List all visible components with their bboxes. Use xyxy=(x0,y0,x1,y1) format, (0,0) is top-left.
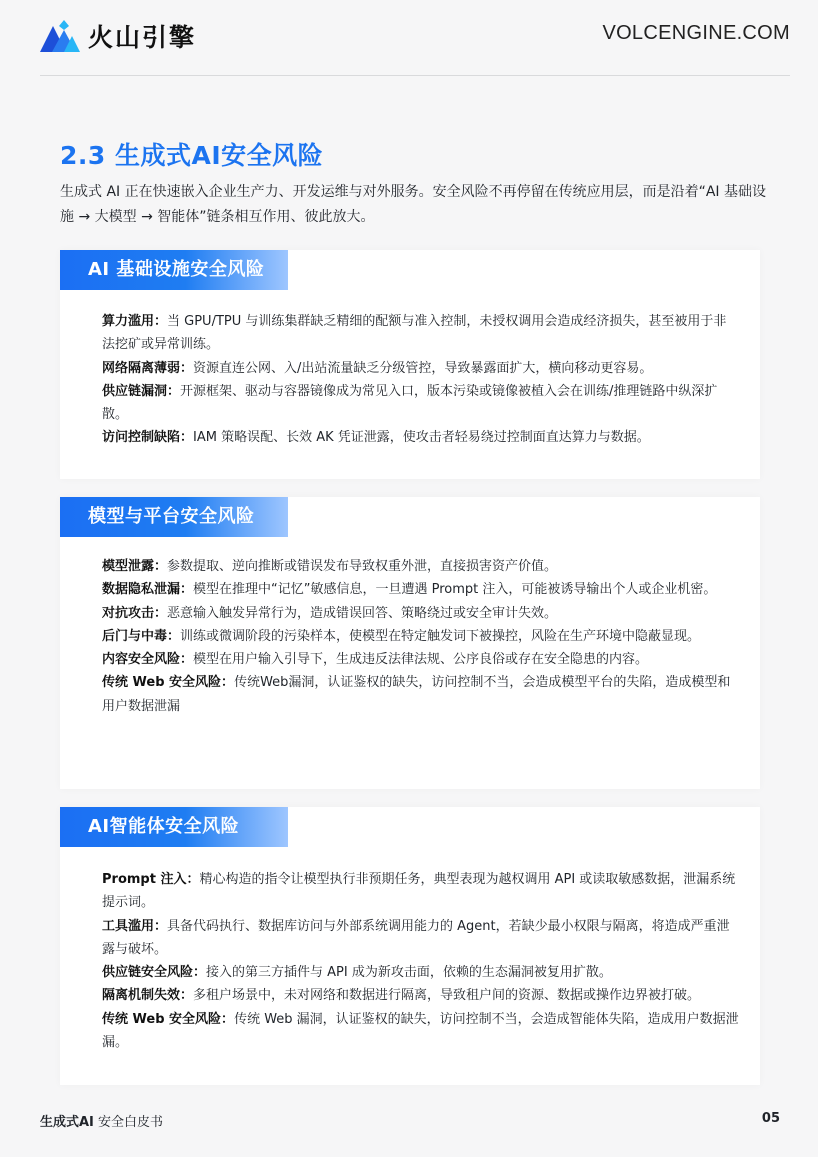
risk-item xyxy=(102,915,742,962)
risk-text: 当 GPU/TPU 与训练集群缺乏精细的配额与准入控制，未授权调用会造成经济损失，甚至被用于非法挖矿或异常训练。 xyxy=(102,314,727,353)
risk-text: 精心构造的指令让模型执行非预期任务，典型表现为越权调用 API 或读取敏感数据，泄漏系统提示词。 xyxy=(102,872,736,911)
risk-term: 传统 Web 安全风险： xyxy=(102,675,235,691)
section-title: 2.3 生成式AI安全风险 xyxy=(60,141,324,170)
risk-item xyxy=(102,648,732,671)
risk-text: 训练或微调阶段的污染样本，使模型在特定触发词下被操控，风险在生产环境中隐蔽显现。 xyxy=(180,628,701,644)
risk-item xyxy=(102,625,732,648)
card-ai-infrastructure-risk xyxy=(60,250,760,479)
risk-item xyxy=(102,380,732,427)
risk-text: 传统Web漏洞，认证鉴权的缺失，访问控制不当，会造成模型平台的失陷，造成模型和用户数据泄漏 xyxy=(102,675,731,714)
card-model-platform-risk xyxy=(60,497,760,789)
risk-text: 多租户场景中，未对网络和数据进行隔离，导致租户间的资源、数据或操作边界被打破。 xyxy=(193,988,701,1004)
card-title: AI 基础设施安全风险 xyxy=(60,250,288,290)
card-body xyxy=(102,310,732,450)
risk-text: 接入的第三方插件与 API 成为新攻击面，依赖的生态漏洞被复用扩散。 xyxy=(206,965,612,981)
risk-text: 具备代码执行、数据库访问与外部系统调用能力的 Agent，若缺少最小权限与隔离，将造成严重泄露与破坏。 xyxy=(102,918,730,957)
risk-item xyxy=(102,671,732,718)
page-number: 05 xyxy=(761,1111,780,1126)
card-title: AI智能体安全风险 xyxy=(60,807,288,847)
card-body xyxy=(102,868,742,1054)
risk-item xyxy=(102,578,732,601)
risk-term: 传统 Web 安全风险： xyxy=(102,1011,235,1027)
site-url: VOLCENGINE.COM xyxy=(602,22,790,44)
risk-term: 后门与中毒： xyxy=(102,628,181,644)
risk-item xyxy=(102,555,732,578)
risk-item xyxy=(102,310,732,357)
risk-term: 工具滥用： xyxy=(102,918,168,934)
risk-term: 供应链安全风险： xyxy=(102,965,207,981)
risk-item xyxy=(102,961,742,984)
risk-term: 对抗攻击： xyxy=(102,605,168,621)
risk-text: 参数提取、逆向推断或错误发布导致权重外泄，直接损害资产价值。 xyxy=(167,559,558,574)
risk-term: Prompt 注入： xyxy=(102,872,200,887)
risk-term: 隔离机制失效： xyxy=(102,988,194,1004)
footer-doc-title xyxy=(40,1111,163,1130)
risk-item xyxy=(102,984,742,1007)
footer-doc-title-bold: 生成式AI xyxy=(40,1115,94,1130)
risk-text: 恶意输入触发异常行为，造成错误回答、策略绕过或安全审计失效。 xyxy=(167,605,558,621)
risk-term: 内容安全风险： xyxy=(102,652,194,668)
card-body xyxy=(102,555,732,718)
risk-text: 模型在用户输入引导下，生成违反法律法规、公序良俗或存在安全隐患的内容。 xyxy=(193,652,649,668)
risk-item xyxy=(102,357,732,380)
risk-text: 开源框架、驱动与容器镜像成为常见入口，版本污染或镜像被植入会在训练/推理链路中纵深扩散。 xyxy=(102,383,718,423)
risk-text: 传统 Web 漏洞，认证鉴权的缺失，访问控制不当，会造成智能体失陷，造成用户数据泄漏。 xyxy=(102,1011,739,1051)
section-intro: 生成式 AI 正在快速嵌入企业生产力、开发运维与对外服务。安全风险不再停留在传统应用层，而是沿着“AI 基础设施 → 大模型 → 智能体”链条相互作用、彼此放大。 xyxy=(60,184,767,225)
risk-term: 访问控制缺陷： xyxy=(102,430,194,446)
risk-term: 模型泄露： xyxy=(102,559,168,574)
risk-term: 供应链漏洞： xyxy=(102,383,181,399)
risk-item xyxy=(102,868,742,915)
risk-text: 模型在推理中“记忆”敏感信息，一旦遭遇 Prompt 注入，可能被诱导输出个人或企业机密。 xyxy=(193,582,717,598)
risk-item xyxy=(102,602,732,625)
risk-term: 数据隐私泄漏： xyxy=(102,582,194,598)
risk-item xyxy=(102,426,732,449)
page-header xyxy=(40,0,790,76)
card-ai-agent-risk xyxy=(60,807,760,1085)
risk-item xyxy=(102,1008,742,1055)
brand-logo xyxy=(40,18,196,54)
volcano-logo-icon xyxy=(40,20,80,52)
risk-text: 资源直连公网、入/出站流量缺乏分级管控，导致暴露面扩大，横向移动更容易。 xyxy=(193,360,653,376)
risk-term: 算力滥用： xyxy=(102,314,168,329)
risk-term: 网络隔离薄弱： xyxy=(102,360,194,376)
footer-doc-title-rest: 安全白皮书 xyxy=(93,1115,164,1130)
brand-name: 火山引擎 xyxy=(88,23,197,52)
risk-text: IAM 策略误配、长效 AK 凭证泄露，使攻击者轻易绕过控制面直达算力与数据。 xyxy=(193,430,650,446)
card-title: 模型与平台安全风险 xyxy=(60,497,288,537)
